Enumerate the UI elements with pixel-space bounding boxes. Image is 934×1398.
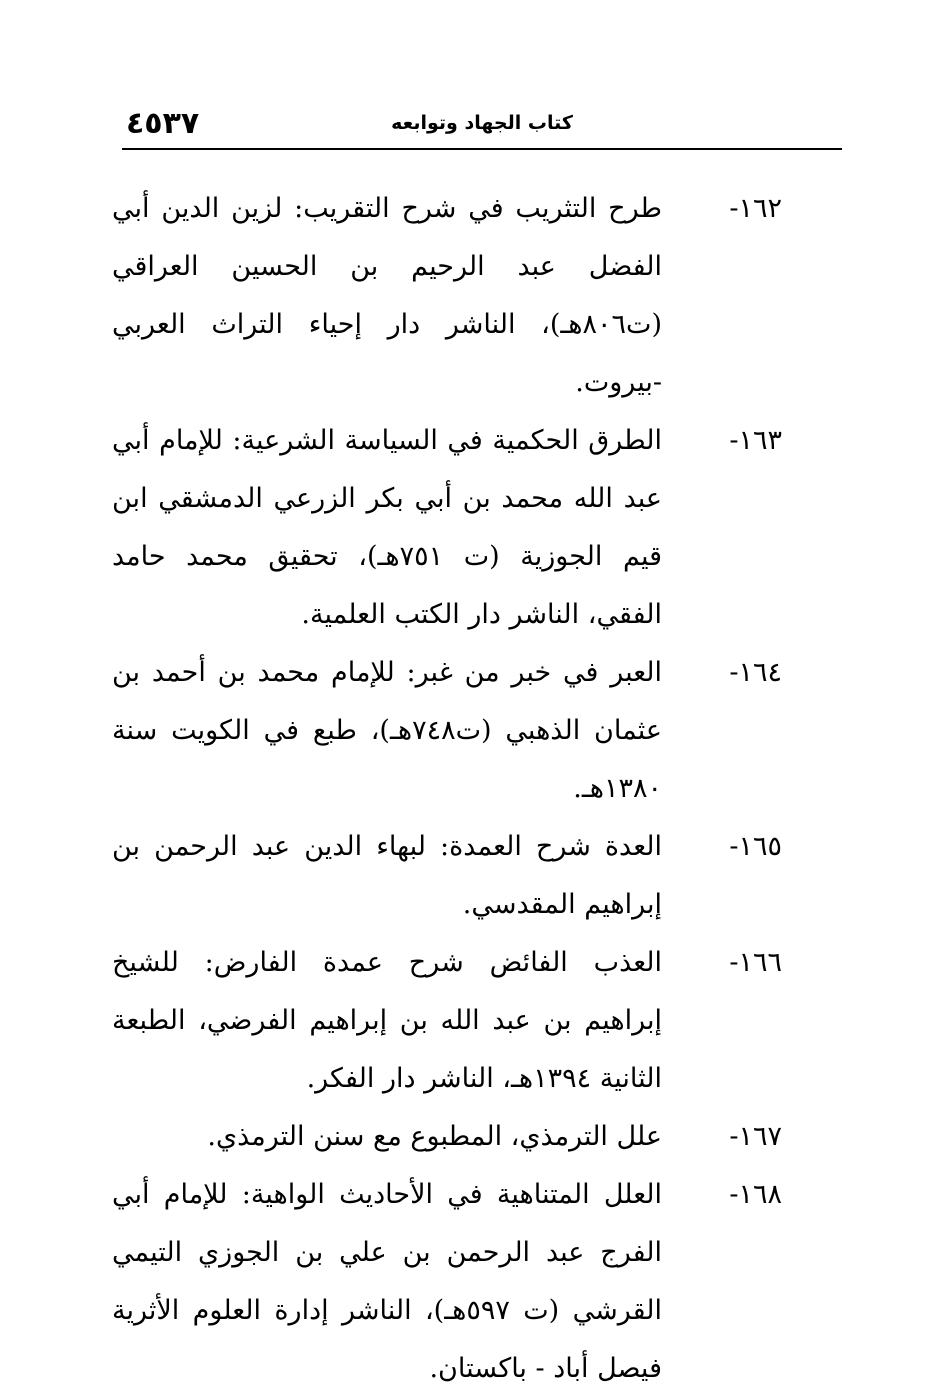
bibliography-entry [112, 934, 782, 1108]
entry-number: ١٦٦- [729, 947, 782, 978]
entry-number: ١٦٥- [729, 831, 782, 862]
bibliography-entry [112, 180, 782, 412]
entry-text: علل الترمذي، المطبوع مع سنن الترمذي. [207, 1121, 662, 1152]
entry-text: العدة شرح العمدة: لبهاء الدين عبد الرحمن بن إبراهيم المقدسي. [112, 831, 662, 920]
entry-number: ١٦٧- [729, 1121, 782, 1152]
entry-number: ١٦٣- [729, 425, 782, 456]
bibliography-entry [112, 818, 782, 934]
entry-number: ١٦٨- [729, 1179, 782, 1210]
entry-text: العبر في خبر من غبر: للإمام محمد بن أحمد بن عثمان الذهبي (ت٧٤٨هـ)، طبع في الكويت سنة ١٣٨٠هـ. [112, 657, 662, 804]
entry-text: العذب الفائض شرح عمدة الفارض: للشيخ إبراهيم بن عبد الله بن إبراهيم الفرضي، الطبعة الثانية ١٣٩٤هـ، الناشر دار الفكر. [112, 947, 662, 1094]
running-title: كتاب الجهاد وتوابعه [391, 112, 573, 134]
page-header [122, 108, 842, 150]
entry-text: العلل المتناهية في الأحاديث الواهية: للإمام أبي الفرج عبد الرحمن بن علي بن الجوزي التيمي القرشي (ت ٥٩٧هـ)، الناشر إدارة العلوم الأثرية فيصل أباد - باكستان. [112, 1179, 662, 1384]
bibliography-entry [112, 1166, 782, 1398]
bibliography-entry [112, 412, 782, 644]
entry-number: ١٦٤- [729, 657, 782, 688]
entry-text: الطرق الحكمية في السياسة الشرعية: للإمام أبي عبد الله محمد بن أبي بكر الزرعي الدمشقي ابن قيم الجوزية (ت ٧٥١هـ)، تحقيق محمد حامد الفقي، الناشر دار الكتب العلمية. [112, 425, 663, 630]
entry-number: ١٦٢- [729, 193, 782, 224]
bibliography-list [112, 180, 782, 1398]
page-number: ٤٥٣٧ [126, 106, 200, 141]
bibliography-entry [112, 644, 782, 818]
bibliography-entry [112, 1108, 782, 1166]
entry-text: طرح التثريب في شرح التقريب: لزين الدين أبي الفضل عبد الرحيم بن الحسين العراقي (ت٨٠٦هـ)، الناشر دار إحياء التراث العربي -بيروت. [112, 193, 662, 398]
